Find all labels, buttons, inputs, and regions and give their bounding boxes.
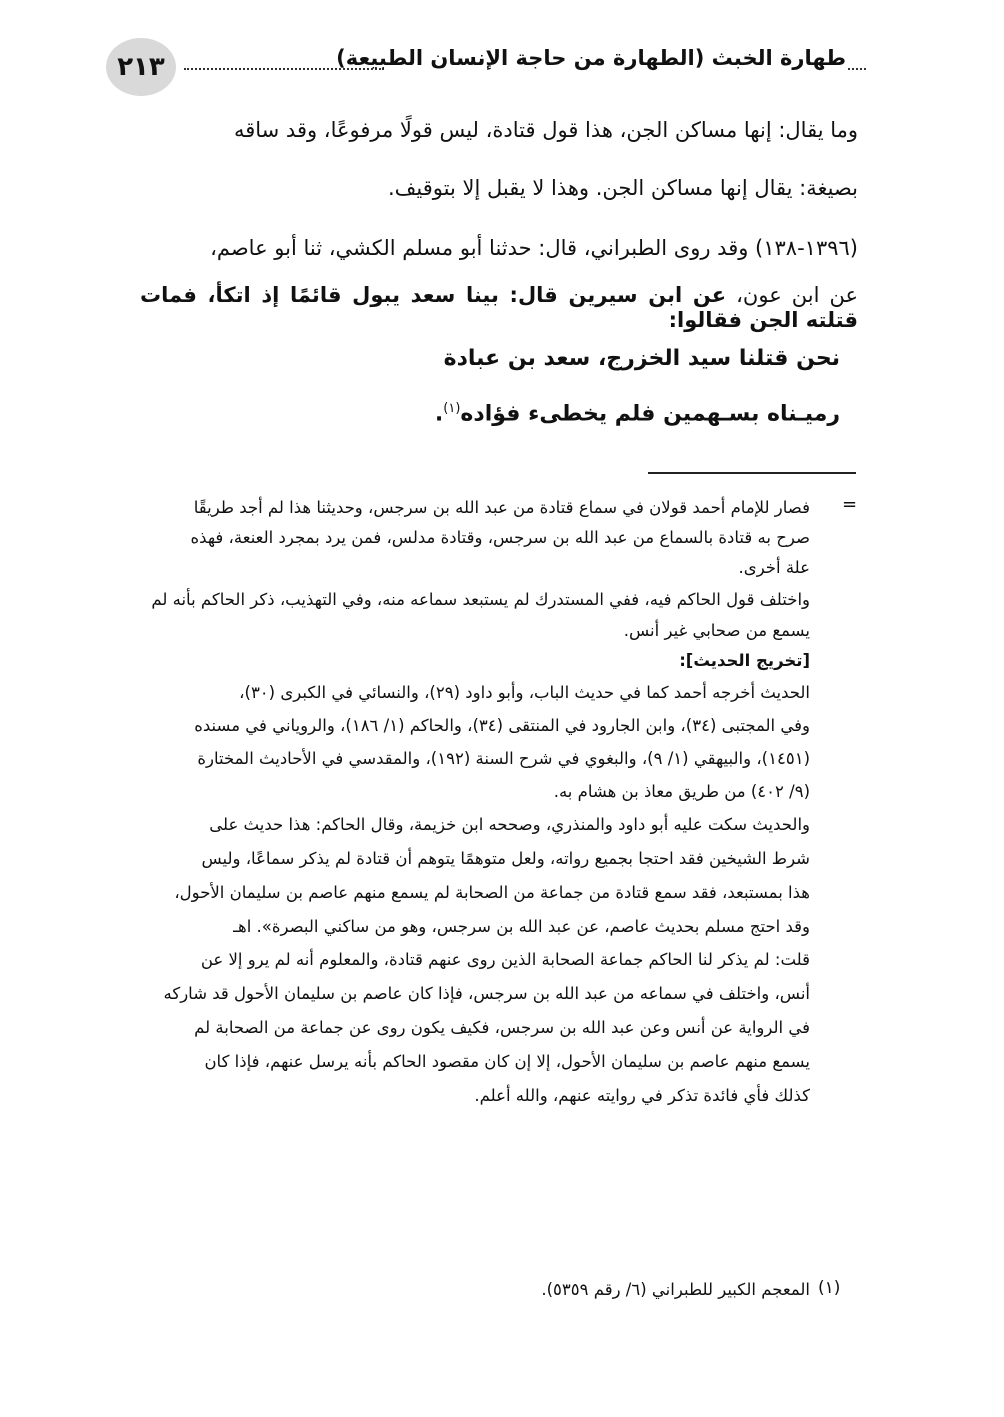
poem-verse-2 xyxy=(435,401,840,426)
footnote-line: في الرواية عن أنس وعن عبد الله بن سرجس، فكيف يكون روى عن جماعة من الصحابة لم xyxy=(194,1018,810,1037)
footnote-line: وفي المجتبى (٣٤)، وابن الجارود في المنتقى (٣٤)، والحاكم (١/ ١٨٦)، والروياني في مسنده xyxy=(194,715,810,735)
footnote-line: (٩/ ٤٠٢) من طريق معاذ بن هشام به. xyxy=(553,781,810,801)
header-title: طهارة الخبث (الطهارة من حاجة الإنسان الطبيعة) xyxy=(336,46,846,70)
footnote-line: وقد احتج مسلم بحديث عاصم، عن عبد الله بن سرجس، وهو من ساكني البصرة». اهـ xyxy=(233,916,810,936)
footnote-line: واختلف قول الحاكم فيه، ففي المستدرك لم يستبعد سماعه منه، وفي التهذيب، ذكر الحاكم بأنه لم xyxy=(151,589,810,609)
poem-end-period: . xyxy=(434,401,444,427)
footnote-line: يسمع منهم عاصم بن سليمان الأحول، إلا إن كان مقصود الحاكم بأنه يرسل عنهم، فإذا كان xyxy=(204,1052,810,1071)
footnote-line: فصار للإمام أحمد قولان في سماع قتادة من عبد الله بن سرجس، وحديثنا هذا لم أجد طريقًا xyxy=(193,498,810,517)
poem-verse-2-text: رميـناه بسـهمين فلم يخطىء فؤاده xyxy=(460,401,840,427)
poem-verse-1: نحن قتلنا سيد الخزرج، سعد بن عبادة xyxy=(443,345,840,371)
footnote-1-text: المعجم الكبير للطبراني (٦/ رقم ٥٣٥٩). xyxy=(541,1280,810,1299)
footnote-line: علة أخرى. xyxy=(738,558,810,577)
footnote-line: هذا بمستبعد، فقد سمع قتادة من جماعة من الصحابة لم يسمع منهم عاصم بن سليمان الأحول، xyxy=(174,883,810,902)
footnote-continuation-marker: = xyxy=(842,494,858,515)
body-line-4 xyxy=(140,283,858,333)
footnote-line: الحديث أخرجه أحمد كما في حديث الباب، وأبو داود (٢٩)، والنسائي في الكبرى (٣٠)، xyxy=(239,682,810,702)
main-text xyxy=(140,101,858,337)
running-header xyxy=(106,38,866,96)
footnote-ref-1: (١) xyxy=(443,401,461,417)
footnote-separator xyxy=(648,472,856,474)
footnote-line: كذلك فأي فائدة تذكر في روايته عنهم، والله أعلم. xyxy=(474,1086,810,1105)
footnotes xyxy=(140,493,810,1113)
hadith-text: عن ابن سيرين قال: بينا سعد يبول قائمًا إذ اتكأ، فمات قتلته الجن فقالوا: xyxy=(140,283,858,332)
footnote-line: قلت: لم يذكر لنا الحاكم جماعة الصحابة الذين روى عنهم قتادة، والمعلوم أنه لم يرو إلا عن xyxy=(200,950,810,969)
poem xyxy=(300,330,840,442)
body-line-1: وما يقال: إنها مساكن الجن، هذا قول قتادة، ليس قولًا مرفوعًا، وقد ساقه xyxy=(233,117,858,142)
header-dot-leader-right xyxy=(848,68,866,70)
footnote-line: شرط الشيخين فقد احتجا بجميع رواته، ولعل متوهمًا يتوهم أن قتادة لم يذكر سماعًا، وليس xyxy=(201,849,810,868)
footnote-line: (١٤٥١)، والبيهقي (١/ ٩)، والبغوي في شرح السنة (١٩٢)، والمقدسي في الأحاديث المختارة xyxy=(197,748,810,768)
page-number: ٢١٣ xyxy=(117,52,165,82)
body-line-4-plain: عن ابن عون، xyxy=(726,283,858,307)
footnote-1-number: (١) xyxy=(818,1278,841,1298)
body-line-2: بصيغة: يقال إنها مساكن الجن. وهذا لا يقبل إلا بتوقيف. xyxy=(387,175,858,200)
footnote-heading: [تخريج الحديث]: xyxy=(679,651,810,670)
footnote-1 xyxy=(140,1275,810,1305)
footnote-line: أنس، واختلف في سماعه من عبد الله بن سرجس، فإذا كان عاصم بن سليمان الأحول قد شاركه xyxy=(163,984,810,1003)
body-line-3: (١٣٩٦-١٣٨) وقد روى الطبراني، قال: حدثنا أبو مسلم الكشي، ثنا أبو عاصم، xyxy=(210,235,858,260)
footnote-line: صرح به قتادة بالسماع من عبد الله بن سرجس، وقتادة مدلس، فمن يرد بمجرد العنعة، فهذه xyxy=(190,528,810,547)
footnote-line: يسمع من صحابي غير أنس. xyxy=(623,621,810,640)
footnote-line: والحديث سكت عليه أبو داود والمنذري، وصححه ابن خزيمة، وقال الحاكم: هذا حديث على xyxy=(209,815,810,834)
